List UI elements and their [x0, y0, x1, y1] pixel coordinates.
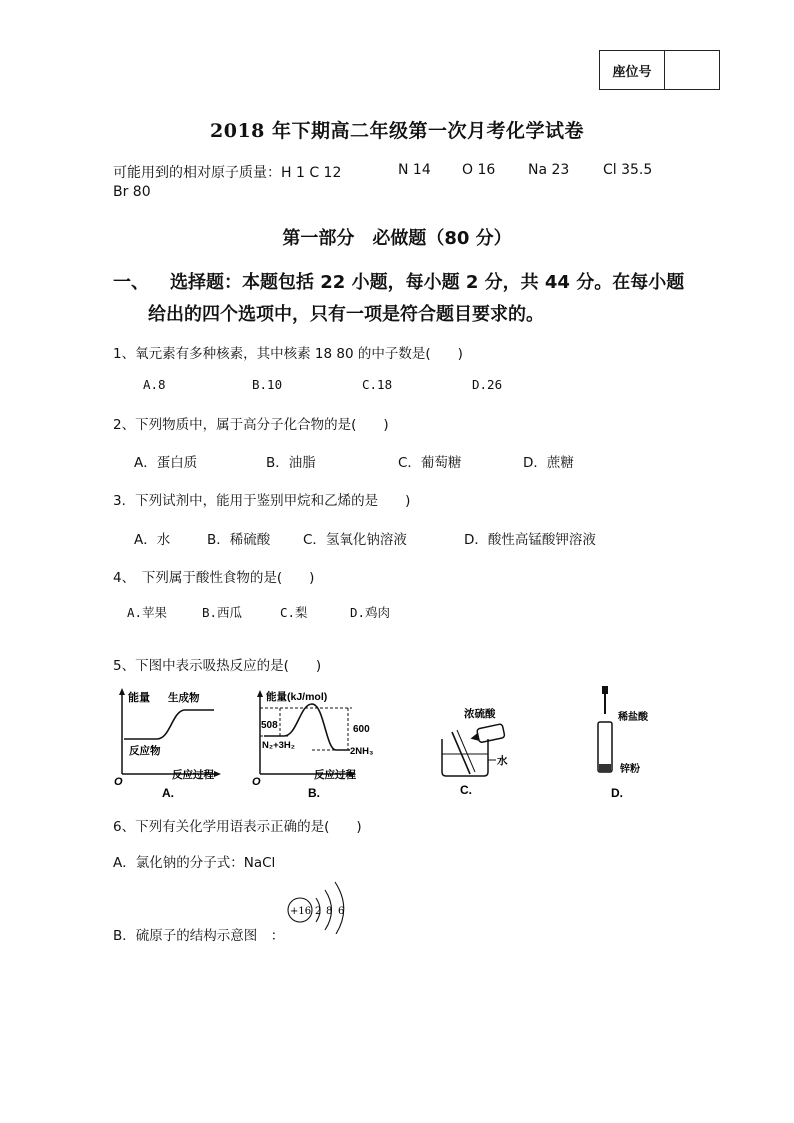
diagram-d-letter: D. [611, 786, 623, 800]
diagram-c-acid-label: 浓硫酸 [464, 708, 496, 720]
q1-option-a: A.8 [143, 377, 166, 392]
q3-option-c: C．氢氧化钠溶液 [303, 532, 407, 548]
atomic-mass-cl: Cl 35.5 [603, 162, 653, 178]
diagram-a-x-label: 反应过程 [172, 769, 214, 781]
section-number: 一、 [113, 272, 149, 293]
q4-option-a: A.苹果 [127, 605, 168, 620]
atomic-mass-o: O 16 [462, 162, 496, 178]
q3-option-a: A．水 [134, 532, 171, 548]
part-title: 第一部分 必做题（80 分） [282, 228, 512, 249]
diagram-c [442, 707, 508, 797]
question-5-stem: 5、下图中表示吸热反应的是( ) [113, 658, 322, 674]
diagram-a-reactant-label: 反应物 [129, 745, 161, 757]
diagram-b-reactant-label: N₂+3H₂ [262, 740, 295, 751]
atomic-masses [113, 162, 341, 182]
q4-option-d: D.鸡肉 [350, 605, 391, 620]
question-6-stem: 6、下列有关化学用语表示正确的是( ) [113, 819, 362, 835]
atomic-masses-prefix: 可能用到的相对原子质量：H 1 C 12 [113, 165, 342, 181]
q2-option-d: D．蔗糖 [523, 455, 574, 471]
atomic-mass-br: Br 80 [113, 184, 151, 200]
diagram-d-acid-label: 稀盐酸 [618, 712, 648, 723]
diagram-b [252, 690, 373, 800]
diagram-a-letter: A. [162, 786, 174, 800]
exam-title: 2018 年下期高二年级第一次月考化学试卷 [210, 120, 584, 142]
q2-option-a: A．蛋白质 [134, 455, 198, 471]
sulfur-shell-2: 8 [326, 906, 333, 917]
sulfur-shell-3: 6 [338, 906, 345, 917]
q4-option-c: C.梨 [280, 605, 308, 620]
diagram-b-origin: O [252, 776, 261, 788]
question-3-stem: 3．下列试剂中，能用于鉴别甲烷和乙烯的是 ) [113, 493, 411, 509]
diagram-a [114, 688, 221, 800]
q6-option-b: B．硫原子的结构示意图 ： [113, 928, 285, 944]
diagram-d-metal-label: 锌粉 [620, 764, 640, 775]
sulfur-shell-1: 2 [315, 906, 322, 917]
diagram-d [598, 686, 649, 800]
section-instruction-line2: 给出的四个选项中，只有一项是符合题目要求的。 [148, 304, 544, 325]
diagram-b-product-label: 2NH₃ [350, 746, 374, 757]
q4-option-b: B.西瓜 [202, 605, 243, 620]
q3-option-b: B．稀硫酸 [207, 532, 271, 548]
question-2-stem: 2、下列物质中，属于高分子化合物的是( ) [113, 417, 389, 433]
seat-number-value[interactable] [665, 51, 719, 89]
diagram-c-letter: C. [460, 783, 472, 797]
q3-option-d: D．酸性高锰酸钾溶液 [464, 532, 596, 548]
diagram-c-water-label: 水 [497, 755, 508, 767]
q1-option-c: C.18 [362, 377, 393, 392]
atomic-mass-n: N 14 [398, 162, 431, 178]
seat-number-box [599, 50, 720, 90]
diagram-b-letter: B. [308, 786, 320, 800]
q6-option-a: A．氯化钠的分子式：NaCl [113, 855, 276, 871]
diagram-b-value-600: 600 [353, 724, 370, 735]
seat-number-label: 座位号 [600, 51, 665, 89]
question-1-stem: 1、氧元素有多种核素，其中核素 18 80 的中子数是( ) [113, 346, 463, 362]
q1-option-b: B.10 [252, 377, 283, 392]
diagram-b-value-508: 508 [261, 720, 278, 731]
energy-diagrams-figure [112, 684, 672, 802]
diagram-b-y-label: 能量(kJ/mol) [266, 691, 328, 703]
diagram-a-y-label: 能量 [128, 692, 150, 704]
diagram-b-x-label: 反应过程 [314, 769, 356, 781]
section-instruction-line1: 选择题：本题包括 22 小题，每小题 2 分，共 44 分。在每小题 [170, 272, 685, 293]
diagram-a-product-label: 生成物 [168, 692, 200, 704]
atomic-mass-na: Na 23 [528, 162, 570, 178]
diagram-a-origin: O [114, 776, 123, 788]
q1-option-d: D.26 [472, 377, 503, 392]
sulfur-atom-diagram [282, 878, 362, 934]
q2-option-c: C．葡萄糖 [398, 455, 462, 471]
sulfur-nucleus-charge: +16 [290, 906, 312, 917]
q2-option-b: B．油脂 [266, 455, 316, 471]
question-4-stem: 4、 下列属于酸性食物的是( ) [113, 570, 315, 586]
